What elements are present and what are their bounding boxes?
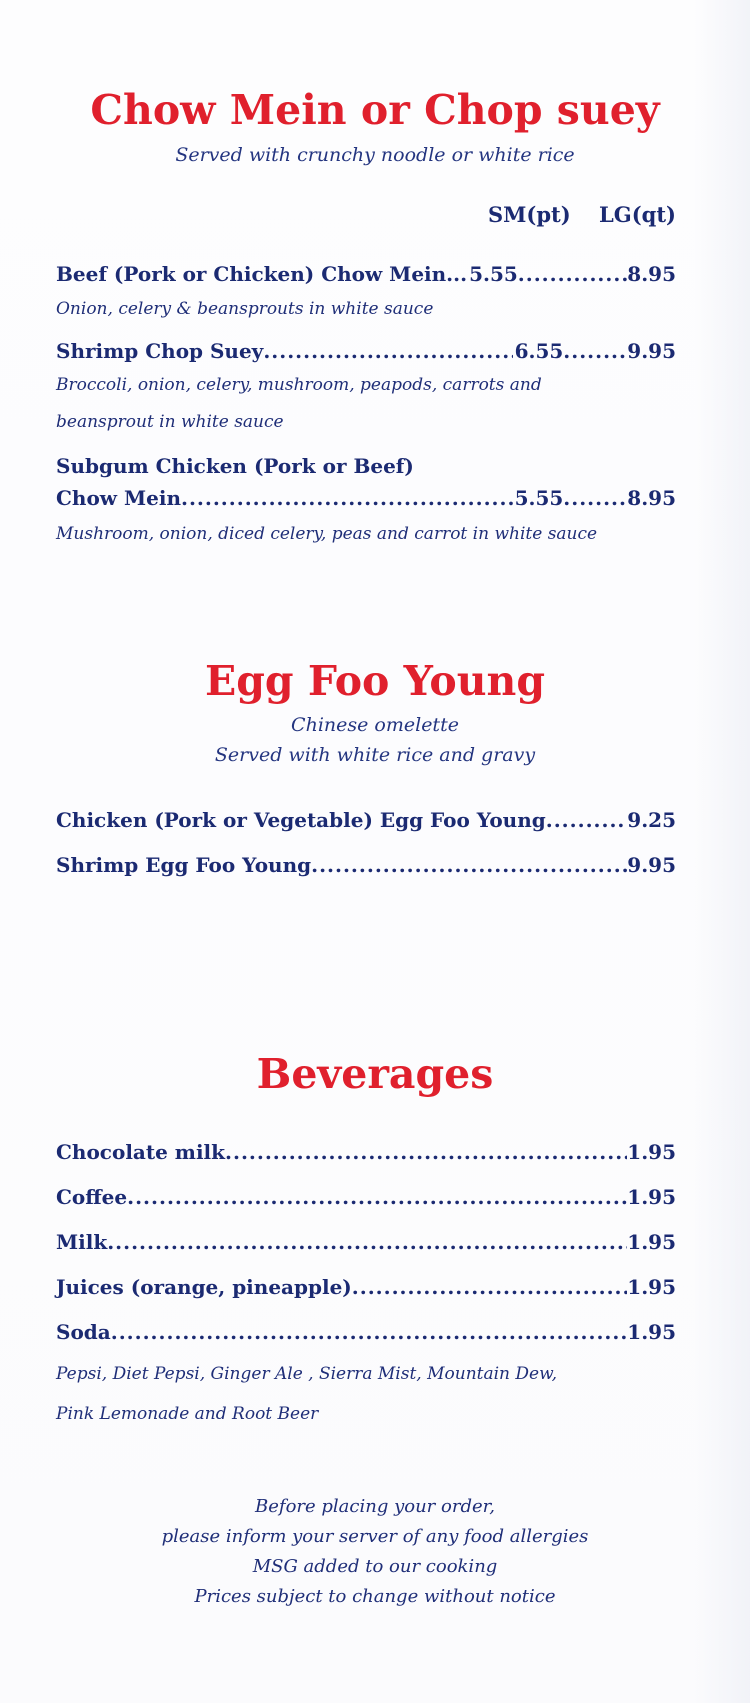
leader-dots [311,853,627,875]
item-price: 1.95 [627,1140,676,1164]
item-price-small: 5.55 [514,486,564,510]
item-description: Onion, celery & beansprouts in white sauce [56,299,434,319]
menu-item-coffee [56,1185,676,1209]
leader-dots [518,262,627,284]
soda-options-line-2: Pink Lemonade and Root Beer [56,1404,319,1424]
menu-item-subgum-chow-mein [56,486,676,510]
item-price-large: 9.95 [627,339,676,363]
chow-mein-title: Chow Mein or Chop suey [90,86,660,134]
egg-foo-young-subtitle-line-2: Served with white rice and gravy [214,744,536,766]
leader-dots [111,1320,628,1342]
leader-dots [107,1230,627,1252]
footer-line: please inform your server of any food allergies [161,1526,589,1547]
item-name: Chow Mein [56,486,181,510]
leader-dots [225,1140,627,1162]
item-name: Beef (Pork or Chicken) Chow Mein... [56,262,468,286]
leader-dots [352,1275,628,1297]
item-price-large: 8.95 [627,262,676,286]
leader-dots [546,808,628,830]
item-name: Shrimp Egg Foo Young [56,853,312,877]
leader-dots [563,339,627,361]
item-price: 9.95 [627,853,676,877]
item-name: Chocolate milk [56,1140,226,1164]
item-name: Soda [56,1320,111,1344]
item-name: Chicken (Pork or Vegetable) Egg Foo Young [56,808,546,832]
item-price: 9.25 [627,808,676,832]
item-price: 1.95 [627,1320,676,1344]
footer-line: Before placing your order, [255,1496,495,1517]
item-price-small: 6.55 [514,339,564,363]
leader-dots [181,486,513,508]
size-small-label: SM(pt) [488,202,571,227]
item-price: 1.95 [627,1185,676,1209]
leader-dots [563,486,627,508]
footer-notice [0,1492,750,1612]
item-description-line-1: Broccoli, onion, celery, mushroom, peapods, carrots and [56,375,542,395]
menu-item-chicken-egg-foo-young [56,808,676,832]
item-price: 1.95 [627,1230,676,1254]
menu-item-chocolate-milk [56,1140,676,1164]
menu-item-shrimp-chop-suey [56,339,676,363]
item-description: Mushroom, onion, diced celery, peas and carrot in white sauce [56,524,598,544]
egg-foo-young-subtitle-line-1: Chinese omelette [291,714,459,736]
page-edge-shadow [694,0,750,1703]
item-name: Milk [56,1230,108,1254]
item-description-line-2: beansprout in white sauce [56,412,284,432]
item-price: 1.95 [627,1275,676,1299]
size-large-label: LG(qt) [599,202,676,227]
beverages-title: Beverages [256,1050,494,1098]
item-name: Juices (orange, pineapple) [56,1275,352,1299]
item-price-large: 8.95 [627,486,676,510]
footer-line: Prices subject to change without notice [194,1586,556,1607]
menu-item-milk [56,1230,676,1254]
item-price-small: 5.55 [469,262,518,286]
leader-dots [263,339,512,361]
menu-item-beef-chow-mein [56,262,676,286]
menu-item-shrimp-egg-foo-young [56,853,676,877]
item-name: Coffee [56,1185,128,1209]
soda-options-line-1: Pepsi, Diet Pepsi, Ginger Ale , Sierra Mist, Mountain Dew, [56,1364,558,1384]
item-name-line-1: Subgum Chicken (Pork or Beef) [56,454,414,478]
chow-mein-subtitle: Served with crunchy noodle or white rice [175,144,575,166]
menu-item-soda [56,1320,676,1344]
footer-line: MSG added to our cooking [252,1556,498,1577]
size-header [488,202,676,227]
egg-foo-young-title: Egg Foo Young [204,657,546,705]
leader-dots [127,1185,627,1207]
menu-item-juices [56,1275,676,1299]
item-name: Shrimp Chop Suey [56,339,264,363]
